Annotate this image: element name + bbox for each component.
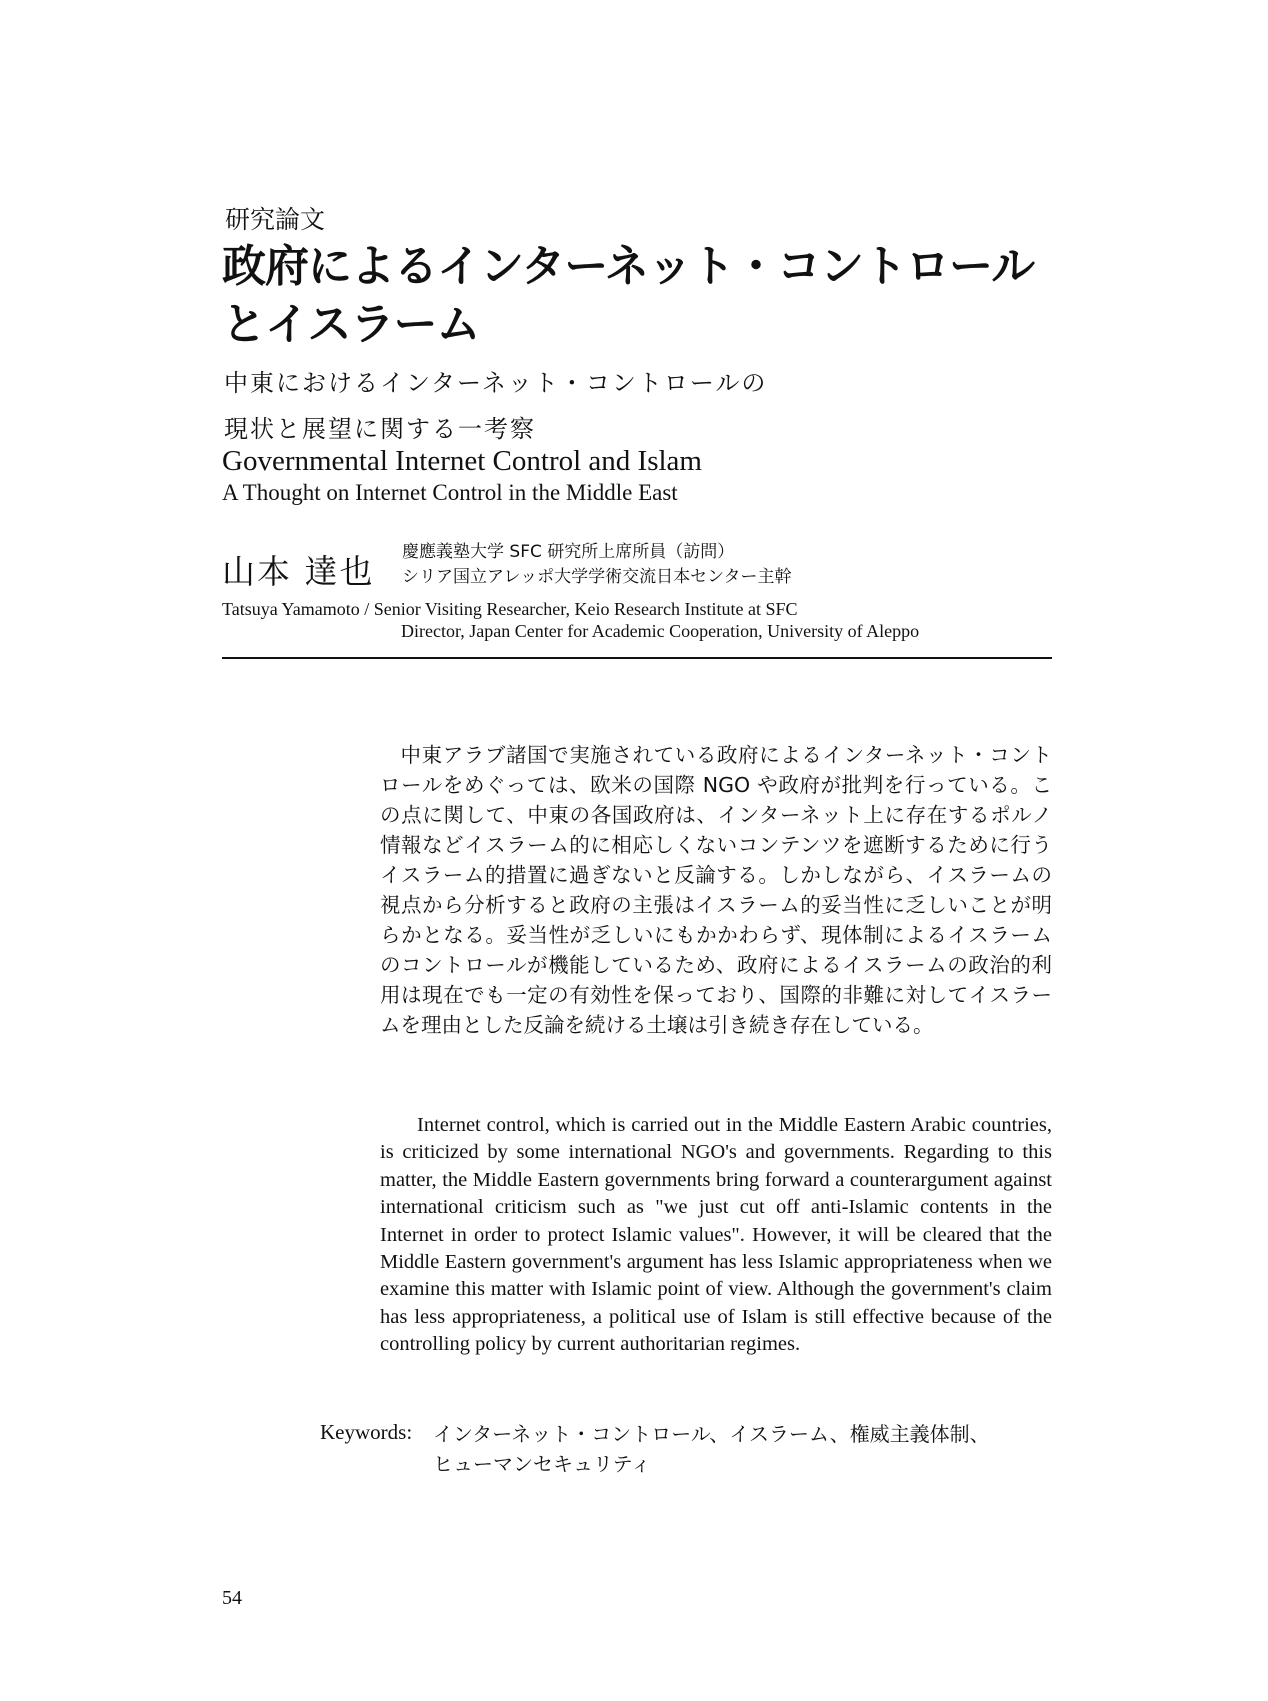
header-divider <box>222 657 1052 659</box>
affiliation-ja-1: 慶應義塾大学 SFC 研究所上席所員（訪問） <box>402 542 735 562</box>
keywords-line-1: インターネット・コントロール、イスラーム、権威主義体制、 <box>433 1422 990 1446</box>
subtitle-ja-line-1: 中東におけるインターネット・コントロールの <box>224 369 768 397</box>
keywords-line-2: ヒューマンセキュリティ <box>433 1452 651 1476</box>
author-en-line-1: Tatsuya Yamamoto / Senior Visiting Researcher, Keio Research Institute at SFC <box>222 599 798 619</box>
title-en: Governmental Internet Control and Islam <box>222 445 702 477</box>
abstract-ja: 中東アラブ諸国で実施されている政府によるインターネット・コントロールをめぐっては、欧米の国際 NGO や政府が批判を行っている。この点に関して、中東の各国政府は、インターネット上に存在するポルノ情報などイスラーム的に相応しくないコンテンツを遮断するために行うイスラーム的措置に過ぎないと反論する。しかしながら、イスラームの視点から分析すると政府の主張はイスラーム的妥当性に乏しいことが明らかとなる。妥当性が乏しいにもかかわらず、現体制によるイスラームのコントロールが機能しているため、政府によるイスラームの政治的利用は現在でも一定の有効性を保っており、国際的非難に対してイスラームを理由とした反論を続ける土壌は引き続き存在している。 <box>380 743 1052 1037</box>
subtitle-en: A Thought on Internet Control in the Middle East <box>222 480 678 505</box>
affiliation-ja-2: シリア国立アレッポ大学学術交流日本センター主幹 <box>402 567 792 587</box>
author-en-line-2: Director, Japan Center for Academic Cooperation, University of Aleppo <box>401 621 920 641</box>
keywords-label: Keywords: <box>320 1420 413 1444</box>
article-category: 研究論文 <box>225 205 326 234</box>
abstract-en: Internet control, which is carried out in the Middle Eastern Arabic countries, is criticized by some international NGO's and governments. Regarding to this matter, the Middle Eastern governments bring forward a counterargument against international criticism such as "we just cut off anti-Islamic contents in the Internet in order to protect Islamic values". However, it will be cleared that the Middle Eastern government's argument has less Islamic appropriateness when we examine this matter with Islamic point of view. Although the government's claim has less appropriateness, a political use of Islam is still effective because of the controlling policy by current authoritarian regimes. <box>380 1114 1052 1356</box>
author-affiliations-ja <box>402 540 791 590</box>
subtitle-ja <box>224 360 767 452</box>
page-number: 54 <box>222 1587 242 1609</box>
title-ja-line-2: とイスラーム <box>222 299 480 350</box>
author-name-ja: 山本 達也 <box>222 552 375 591</box>
subtitle-ja-line-2: 現状と展望に関する一考察 <box>224 415 536 443</box>
title-ja <box>222 238 1034 354</box>
title-ja-line-1: 政府によるインターネット・コントロール <box>222 241 1035 292</box>
author-affiliation-en <box>222 598 919 642</box>
keywords-list <box>433 1419 990 1479</box>
